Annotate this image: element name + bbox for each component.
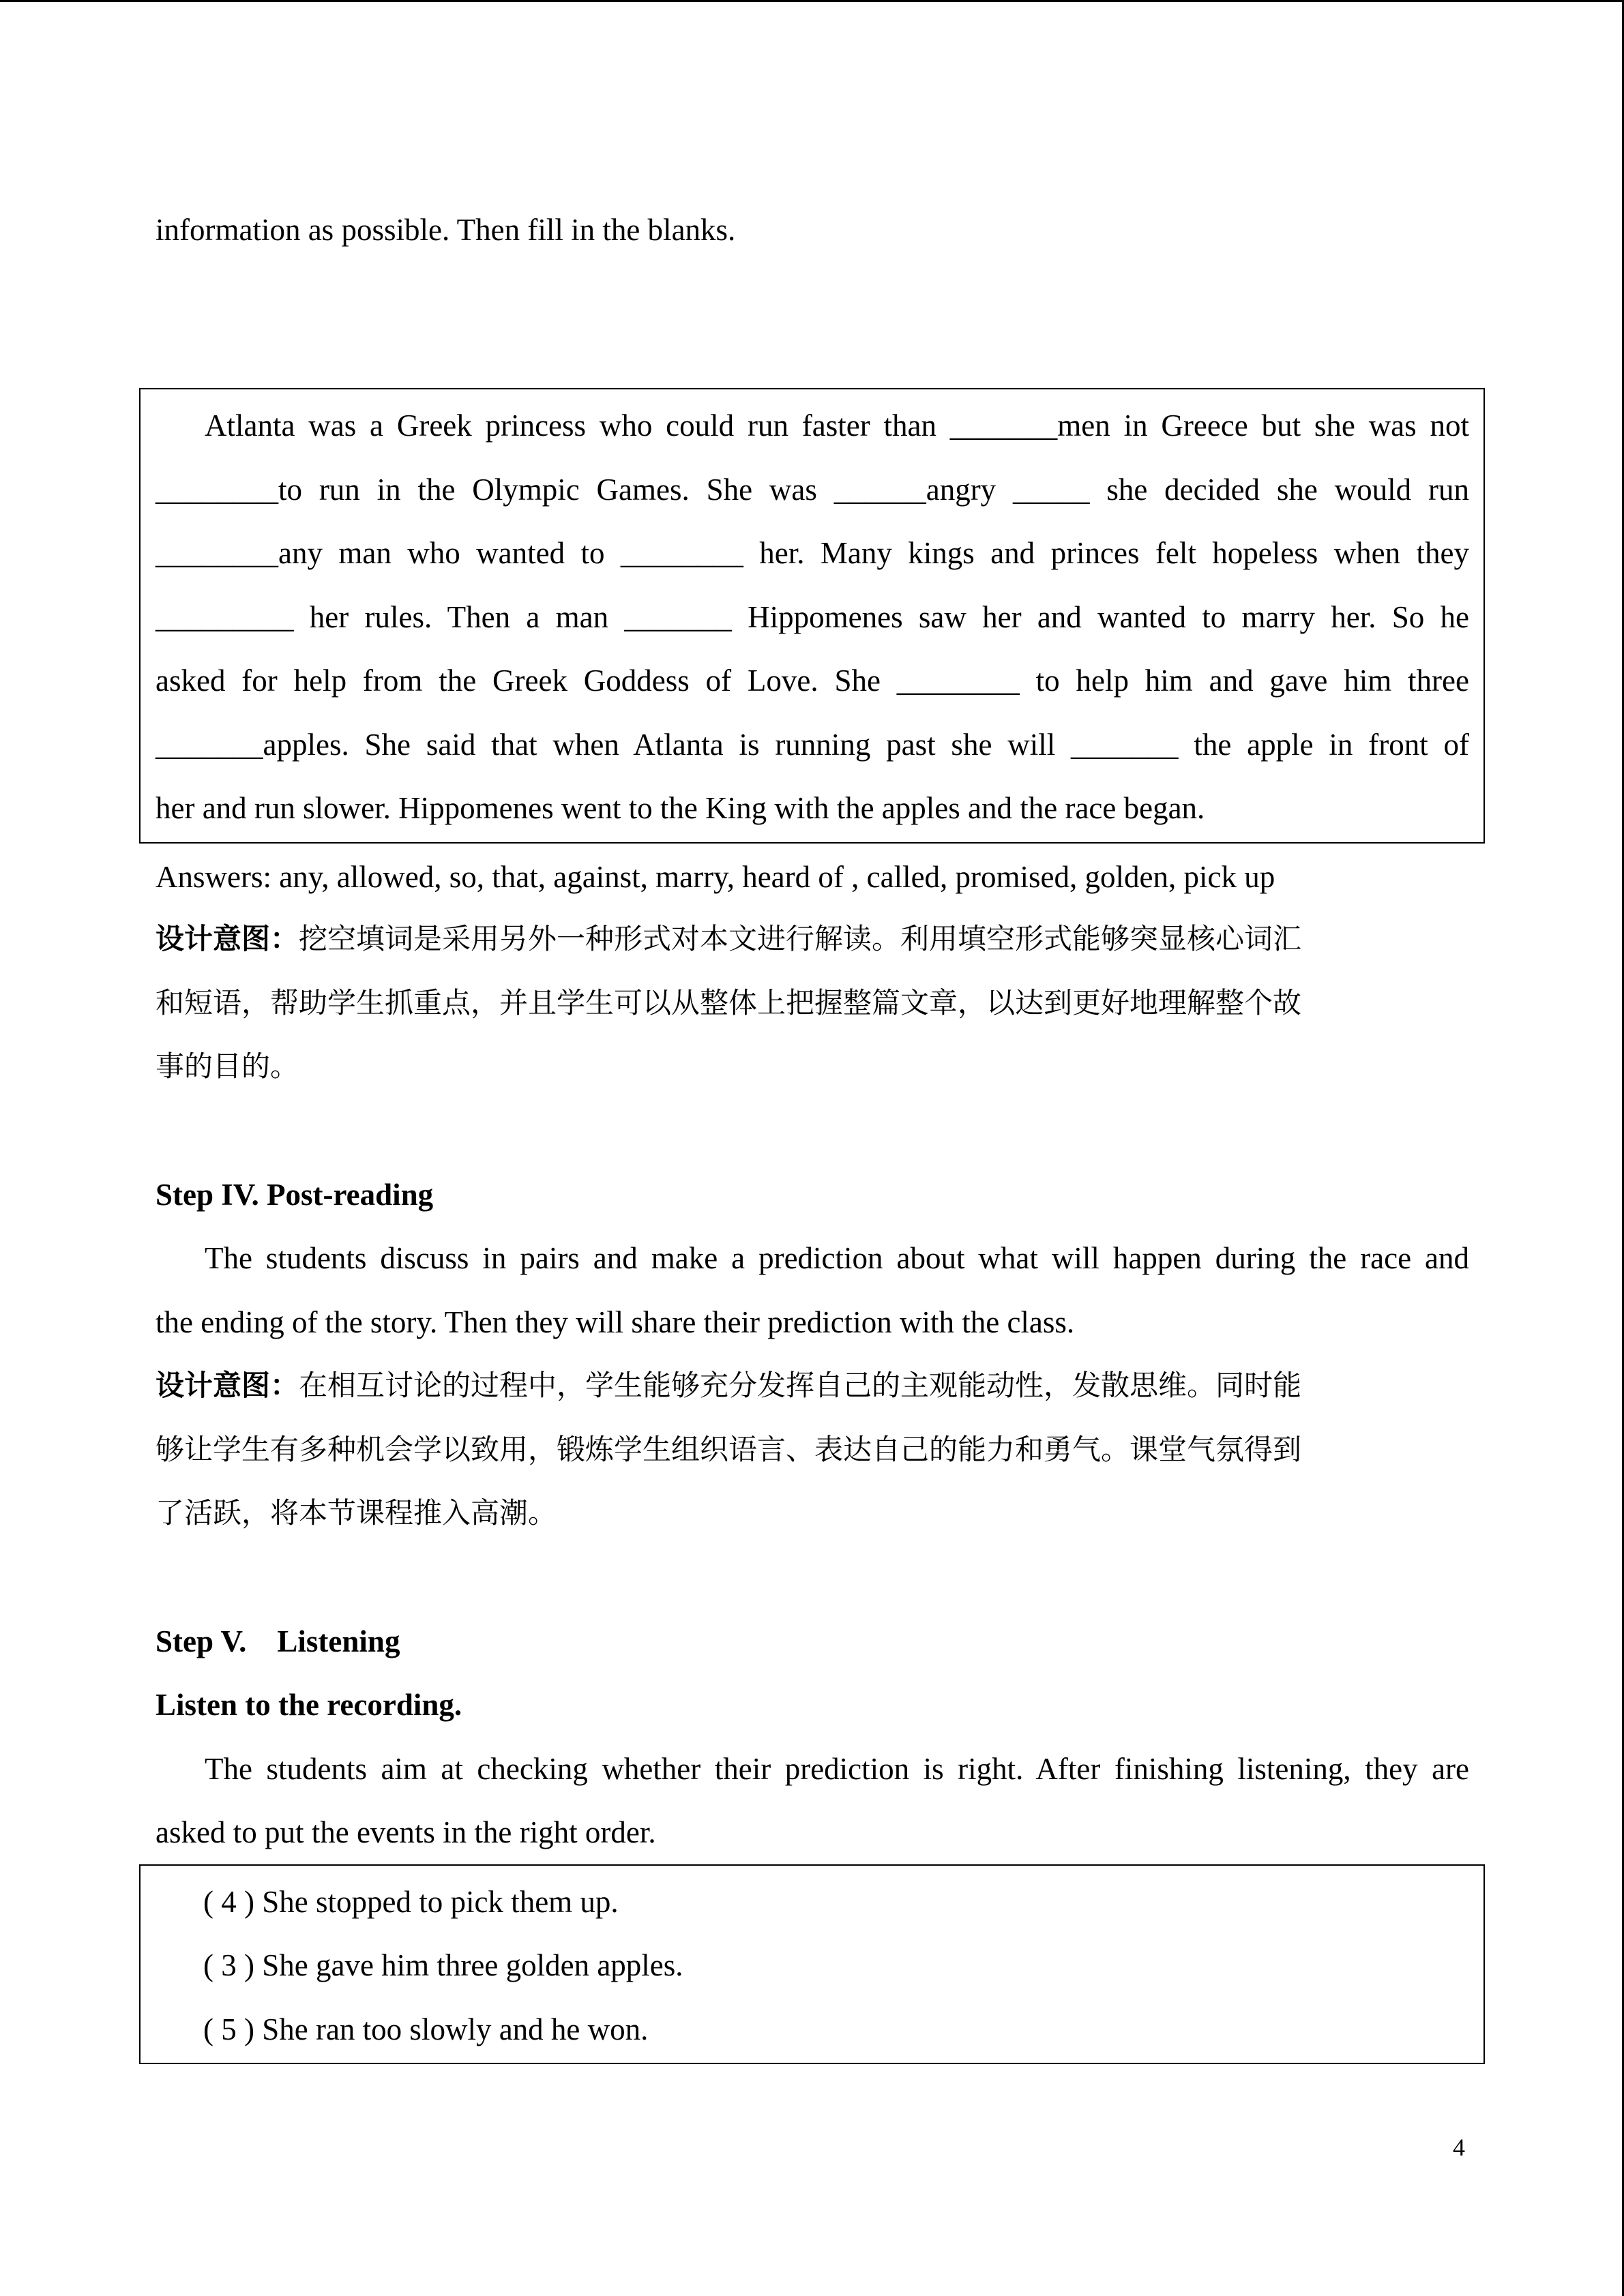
design-intent-1-label: 设计意图： bbox=[156, 922, 299, 955]
design-intent-1-line-2: 和短语，帮助学生抓重点，并且学生可以从整体上把握整篇文章，以达到更好地理解整个故 bbox=[156, 986, 1302, 1019]
cloze-line-2: ________to run in the Olympic Games. She was ______angry _____ she decided she would run bbox=[156, 473, 1469, 507]
step4-heading: Step IV. Post-reading bbox=[156, 1178, 434, 1212]
design-intent-2-line-3: 了活跃，将本节课程推入高潮。 bbox=[156, 1496, 557, 1530]
design-intent-1-text-1: 挖空填词是采用另外一种形式对本文进行解读。利用填空形式能够突显核心词汇 bbox=[299, 922, 1302, 955]
answers-line: Answers: any, allowed, so, that, against, marry, heard of , called, promised, golden, pick up bbox=[156, 860, 1275, 894]
step4-line-1: The students discuss in pairs and make a prediction about what will happen during the race and bbox=[205, 1241, 1469, 1275]
design-intent-2-line-1 bbox=[156, 1365, 1469, 1406]
step5-heading: Step V. Listening bbox=[156, 1624, 400, 1658]
design-intent-2-text-1: 在相互讨论的过程中，学生能够充分发挥自己的主观能动性，发散思维。同时能 bbox=[299, 1369, 1302, 1402]
step5-line-1: The students aim at checking whether their prediction is right. After finishing listening, they are bbox=[205, 1752, 1469, 1786]
design-intent-1-line-3: 事的目的。 bbox=[156, 1049, 299, 1083]
cloze-line-6: _______apples. She said that when Atlanta is running past she will _______ the apple in front of bbox=[156, 728, 1469, 762]
step5-subheading: Listen to the recording. bbox=[156, 1688, 462, 1722]
top-border-rule bbox=[0, 0, 1624, 2]
cloze-line-7: her and run slower. Hippomenes went to the King with the apples and the race began. bbox=[156, 791, 1205, 825]
cloze-line-3: ________any man who wanted to ________ her. Many kings and princes felt hopeless when they bbox=[156, 536, 1469, 570]
ordering-item-3: ( 5 ) She ran too slowly and he won. bbox=[203, 2012, 649, 2046]
design-intent-1-line-1 bbox=[156, 919, 1469, 959]
page-number: 4 bbox=[1453, 2134, 1465, 2161]
cloze-line-1: Atlanta was a Greek princess who could run faster than _______men in Greece but she was not bbox=[205, 408, 1469, 443]
cloze-line-4: _________ her rules. Then a man _______ Hippomenes saw her and wanted to marry her. So he bbox=[156, 600, 1469, 634]
design-intent-2-label: 设计意图： bbox=[156, 1369, 299, 1402]
cloze-line-5: asked for help from the Greek Goddess of Love. She ________ to help him and gave him three bbox=[156, 664, 1469, 698]
ordering-item-1: ( 4 ) She stopped to pick them up. bbox=[203, 1885, 619, 1919]
step5-line-2: asked to put the events in the right order. bbox=[156, 1815, 656, 1849]
intro-continuation: information as possible. Then fill in the blanks. bbox=[156, 213, 736, 247]
step4-line-2: the ending of the story. Then they will share their prediction with the class. bbox=[156, 1305, 1075, 1339]
design-intent-2-line-2: 够让学生有多种机会学以致用，锻炼学生组织语言、表达自己的能力和勇气。课堂气氛得到 bbox=[156, 1433, 1302, 1466]
ordering-item-2: ( 3 ) She gave him three golden apples. bbox=[203, 1948, 683, 1982]
